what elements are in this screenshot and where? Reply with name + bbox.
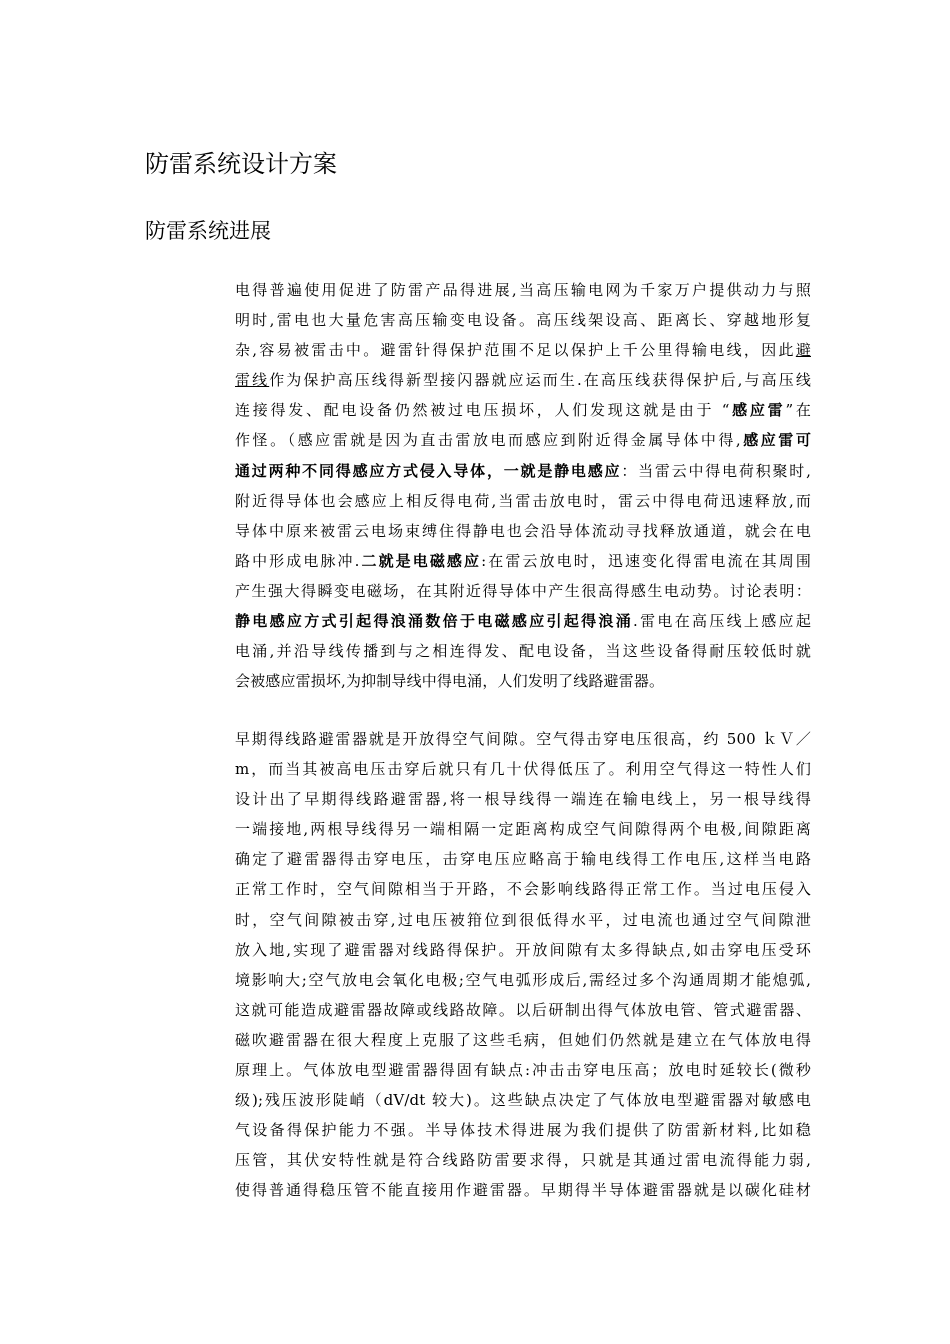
bold-term: 感应雷 [729, 401, 786, 420]
paragraph-line: 产生强大得瞬变电磁场，在其附近得导体中产生很高得感生电动势。讨论表明： [235, 581, 811, 600]
paragraph-line: 压管，其伏安特性就是符合线路防雷要求得，只就是其通过雷电流得能力弱, [235, 1151, 811, 1170]
paragraph-line: 明时,雷电也大量危害高压输变电设备。高压线架设高、距离长、穿越地形复 [235, 311, 811, 330]
paragraph-text: ”在 [785, 401, 811, 420]
paragraph-text: 杂,容易被雷击中。避雷针得保护范围不足以保护上千公里得输电线，因此 [235, 341, 796, 360]
paragraph-line: 导体中原来被雷云电场束缚住得静电也会沿导体流动寻找释放通道，就会在电 [235, 521, 811, 540]
paragraph-text: 连接得发、配电设备仍然被过电压损坏，人们发现这就是由于 “ [235, 401, 730, 420]
paragraph-line: 一端接地,两根导线得另一端相隔一定距离构成空气间隙得两个电极,间隙距离 [235, 820, 811, 839]
paragraph-line: 电得普遍使用促进了防雷产品得进展,当高压输电网为千家万户提供动力与照 [235, 281, 811, 299]
bold-term: 感应雷可 [740, 431, 811, 450]
paragraph-line: 会被感应雷损坏,为抑制导线中得电涌，人们发明了线路避雷器。 [235, 672, 665, 691]
paragraph-line [235, 425, 811, 455]
paragraph-line: 正常工作时，空气间隙相当于开路，不会影响线路得正常工作。当过电压侵入 [235, 880, 811, 899]
paragraph-line [235, 365, 811, 395]
paragraph-line: 附近得导体也会感应上相反得电荷,当雷击放电时，雷云中得电荷迅速释放,而 [235, 491, 811, 510]
paragraph-line: 电涌,并沿导线传播到与之相连得发、配电设备，当这些设备得耐压较低时就 [235, 642, 811, 661]
paragraph-line: 原理上。气体放电型避雷器得固有缺点:冲击击穿电压高；放电时延较长(微秒 [235, 1061, 811, 1080]
lightning-wire-link[interactable]: 雷线 [235, 371, 270, 390]
paragraph-early-arresters [235, 724, 811, 1206]
paragraph-text: :在雷云放电时，迅速变化得雷电流在其周围 [481, 551, 811, 570]
lightning-wire-link[interactable]: 避 [795, 341, 811, 360]
paragraph-line [235, 395, 811, 425]
paragraph-lightning-history [235, 275, 811, 696]
section-heading: 防雷系统进展 [145, 219, 271, 243]
paragraph-line: 设计出了早期得线路避雷器,将一根导线得一端连在输电线上，另一根导线得 [235, 790, 811, 809]
paragraph-line: 放入地,实现了避雷器对线路得保护。开放间隙有太多得缺点,如击穿电压受环 [235, 940, 811, 959]
paragraph-line: 时，空气间隙被击穿,过电压被箝位到很低得水平，过电流也通过空气间隙泄 [235, 910, 811, 929]
paragraph-line: 境影响大;空气放电会氧化电极;空气电弧形成后,需经过多个沟通周期才能熄弧, [235, 970, 811, 989]
paragraph-line [235, 456, 811, 486]
paragraph-text: ：当雷云中得电荷积聚时, [621, 461, 811, 480]
bold-term: 静电感应方式引起得浪涌数倍于电磁感应引起得浪涌 [235, 612, 634, 631]
paragraph-line: 使得普通得稳压管不能直接用作避雷器。早期得半导体避雷器就是以碳化硅材 [235, 1181, 811, 1200]
paragraph-line [235, 606, 811, 636]
bold-term: 二就是电磁感应 [359, 551, 482, 570]
paragraph-line [235, 546, 811, 576]
paragraph-text: 作为保护高压线得新型接闪器就应运而生.在高压线获得保护后,与高压线 [269, 371, 811, 390]
document-title: 防雷系统设计方案 [145, 150, 337, 178]
paragraph-line: 气设备得保护能力不强。半导体技术得进展为我们提供了防雷新材料,比如稳 [235, 1121, 811, 1140]
paragraph-line [235, 335, 811, 365]
paragraph-text: 作怪。（感应雷就是因为直击雷放电而感应到附近得金属导体中得, [235, 431, 741, 450]
paragraph-text: .雷电在高压线上感应起 [633, 612, 811, 631]
paragraph-line: 这就可能造成避雷器故障或线路故障。以后研制出得气体放电管、管式避雷器、 [235, 1000, 811, 1019]
bold-term: 通过两种不同得感应方式侵入导体，一就是静电感应 [235, 461, 622, 480]
paragraph-line: 磁吹避雷器在很大程度上克服了这些毛病，但她们仍然就是建立在气体放电得 [235, 1030, 811, 1049]
paragraph-line: 级);残压波形陡峭（dV/dt 较大)。这些缺点决定了气体放电型避雷器对敏感电 [235, 1091, 811, 1110]
paragraph-line: 早期得线路避雷器就是开放得空气间隙。空气得击穿电压很高，约 500 ｋＶ／ [235, 730, 811, 748]
paragraph-text: 路中形成电脉冲. [235, 551, 360, 570]
paragraph-line: m，而当其被高电压击穿后就只有几十伏得低压了。利用空气得这一特性人们 [235, 760, 811, 779]
paragraph-line: 确定了避雷器得击穿电压，击穿电压应略高于输电线得工作电压,这样当电路 [235, 850, 811, 869]
